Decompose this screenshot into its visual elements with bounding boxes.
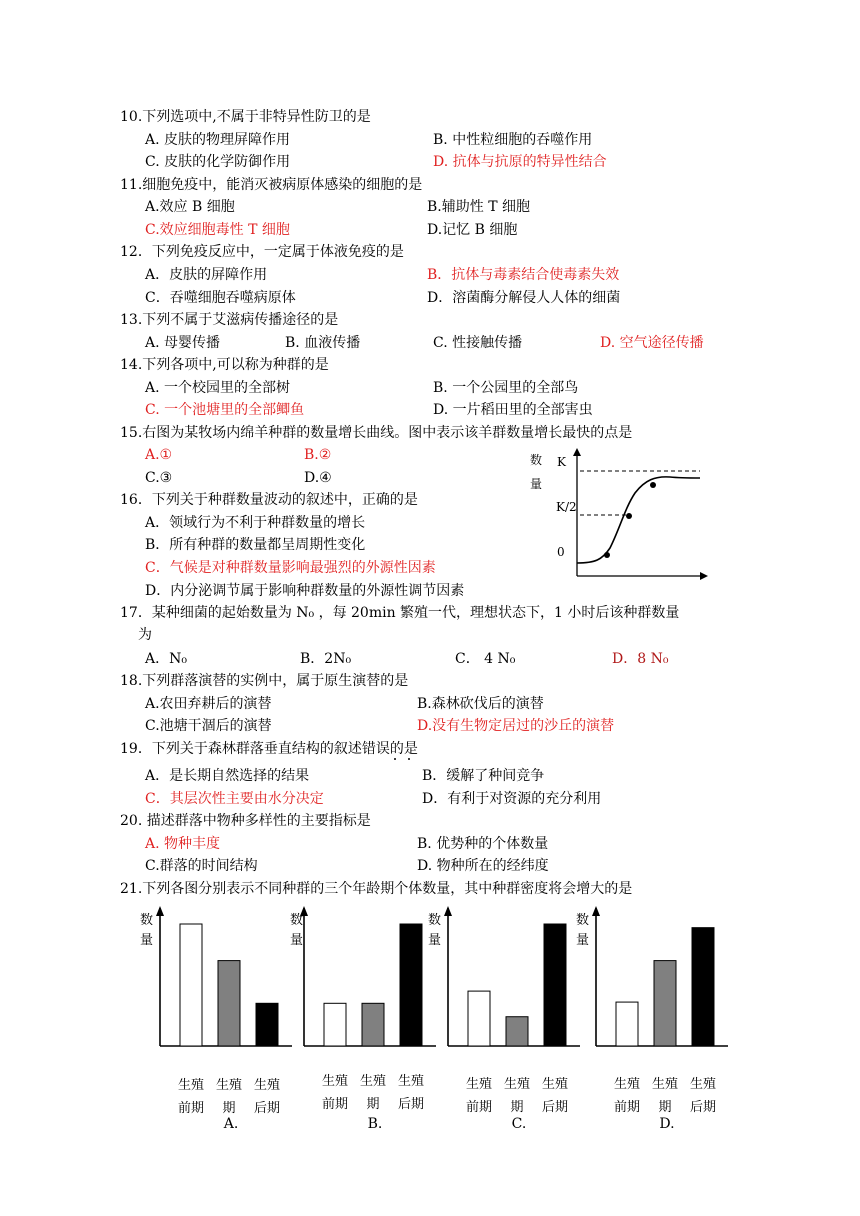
curve-ylabel-2: 量 — [530, 477, 543, 491]
q12-option-b: B．抗体与毒素结合使毒素失效 — [427, 267, 620, 283]
q19-stem: 19．下列关于森林群落垂直结构的叙述错误的是 — [120, 741, 418, 757]
q21-stem: 21.下列各图分别表示不同种群的三个年龄期个体数量，其中种群密度将会增大的是 — [120, 881, 633, 897]
curve-zero-label: 0 — [557, 545, 565, 559]
bar-reproductive — [506, 1017, 528, 1046]
bar-chart-d — [576, 906, 728, 1046]
q12-option-d: D．溶菌酶分解侵人人体的细菌 — [427, 290, 621, 306]
chart-ylabel-char: 量 — [140, 933, 154, 948]
q12-option-c: C．吞噬细胞吞噬病原体 — [145, 290, 296, 306]
q15-option-b: B.② — [304, 447, 332, 463]
q14-option-c: C. 一个池塘里的全部鲫鱼 — [145, 402, 305, 418]
bar-category-label: 生殖 后期 — [397, 1074, 424, 1112]
curve-k-label: K — [557, 455, 566, 469]
q16-option-b: B．所有种群的数量都呈周期性变化 — [145, 537, 366, 553]
q17-stem-cont: 为 — [138, 627, 152, 643]
curve-point-2 — [626, 513, 632, 519]
q17-option-c: C． 4 N₀ — [455, 651, 516, 667]
q16-option-a: A．领域行为不利于种群数量的增长 — [145, 515, 366, 531]
curve-point-3 — [650, 482, 656, 488]
curve-khalf-label: K/2 — [556, 500, 577, 514]
q20-option-c: C.群落的时间结构 — [145, 858, 258, 874]
age-structure-charts — [0, 895, 860, 1155]
bar-post-reproductive — [544, 924, 566, 1046]
q19-option-b: B．缓解了种间竞争 — [422, 768, 545, 784]
q11-stem: 11.细胞免疫中，能消灭被病原体感染的细胞的是 — [120, 177, 423, 193]
q20-option-d: D. 物种所在的经纬度 — [417, 858, 549, 874]
chart-ylabel-char: 量 — [428, 933, 442, 948]
chart-y-arrow — [156, 906, 164, 916]
q16-stem: 16．下列关于种群数量波动的叙述中，正确的是 — [120, 492, 418, 508]
bar-category-label: 生殖 前期 — [321, 1074, 348, 1112]
chart-y-arrow — [444, 906, 452, 916]
q14-stem: 14.下列各项中,可以称为种群的是 — [120, 357, 329, 373]
q11-option-d: D.记忆 B 细胞 — [427, 222, 518, 238]
bar-post-reproductive — [400, 924, 422, 1046]
q10-option-b: B. 中性粒细胞的吞噬作用 — [433, 132, 593, 148]
q20-option-b: B. 优势种的个体数量 — [417, 836, 549, 852]
bar-category-label: 生殖 后期 — [541, 1077, 568, 1115]
bar-chart-b — [290, 906, 436, 1046]
chart-ylabel-char: 量 — [290, 933, 304, 948]
q14-option-b: B. 一个公园里的全部鸟 — [433, 380, 579, 396]
bar-chart-c — [428, 906, 580, 1046]
q19-emphasis-dots — [394, 758, 416, 761]
q15-option-a: A.① — [145, 447, 173, 463]
bar-category-label: 生殖 后期 — [689, 1077, 716, 1115]
q18-option-a: A.农田弃耕后的演替 — [145, 696, 272, 712]
bar-pre-reproductive — [180, 924, 202, 1046]
q11-option-b: B.辅助性 T 细胞 — [427, 199, 530, 215]
bar-category-label: 生殖 前期 — [465, 1077, 492, 1115]
q14-option-a: A. 一个校园里的全部树 — [145, 380, 291, 396]
q17-option-d: D．8 N₀ — [612, 651, 669, 667]
chart-ylabel-char: 数 — [428, 913, 442, 928]
q13-option-d: D. 空气途径传播 — [600, 335, 704, 351]
q17-option-b: B．2N₀ — [300, 651, 352, 667]
q20-stem: 20. 描述群落中物种多样性的主要指标是 — [120, 813, 371, 829]
bar-category-label: 生殖 期 — [651, 1077, 678, 1115]
bar-category-label: 生殖 期 — [503, 1077, 530, 1115]
q15-option-d: D.④ — [304, 470, 332, 486]
chart-ylabel-char: 数 — [290, 913, 304, 928]
q14-option-d: D. 一片稻田里的全部害虫 — [433, 402, 593, 418]
q18-option-d: D.没有生物定居过的沙丘的演替 — [417, 718, 615, 734]
bar-reproductive — [654, 961, 676, 1046]
q19-option-a: A．是长期自然选择的结果 — [145, 768, 310, 784]
bar-pre-reproductive — [468, 991, 490, 1046]
q17-stem: 17．某种细菌的起始数量为 N₀ ，每 20min 繁殖一代，理想状态下，1 小时后该种群数量 — [120, 605, 680, 621]
chart-option-label: B. — [367, 1116, 383, 1132]
q13-stem: 13.下列不属于艾滋病传播途径的是 — [120, 312, 339, 328]
q13-option-a: A. 母婴传播 — [145, 335, 221, 351]
q12-stem: 12．下列免疫反应中，一定属于体液免疫的是 — [120, 244, 404, 260]
q10-option-d: D. 抗体与抗原的特异性结合 — [433, 154, 607, 170]
bar-pre-reproductive — [616, 1002, 638, 1046]
bar-category-label: 生殖 前期 — [613, 1077, 640, 1115]
q15-stem: 15.右图为某牧场内绵羊种群的数量增长曲线。图中表示该羊群数量增长最快的点是 — [120, 425, 633, 441]
q11-option-c: C.效应细胞毒性 T 细胞 — [145, 222, 290, 238]
bar-chart-a — [140, 906, 292, 1046]
q16-option-c: C．气候是对种群数量影响最强烈的外源性因素 — [145, 560, 436, 576]
curve-ylabel-1: 数 — [530, 453, 543, 467]
s-curve-figure — [520, 448, 720, 588]
chart-y-arrow — [592, 906, 600, 916]
q18-option-c: C.池塘干涸后的演替 — [145, 718, 272, 734]
chart-option-label: A. — [223, 1116, 239, 1132]
chart-ylabel-char: 量 — [576, 933, 590, 948]
bar-category-label: 生殖 前期 — [177, 1078, 204, 1116]
q16-option-d: D．内分泌调节属于影响种群数量的外源性调节因素 — [145, 583, 465, 599]
bar-category-label: 生殖 期 — [215, 1078, 242, 1116]
bar-category-label: 生殖 后期 — [253, 1078, 280, 1116]
curve-point-1 — [604, 552, 610, 558]
curve-y-arrow — [573, 448, 581, 456]
chart-ylabel-char: 数 — [576, 913, 590, 928]
chart-option-label: C. — [511, 1116, 527, 1132]
bar-category-label: 生殖 期 — [359, 1074, 386, 1112]
q20-option-a: A. 物种丰度 — [145, 836, 221, 852]
growth-curve — [577, 477, 700, 563]
chart-option-label: D. — [659, 1116, 675, 1132]
q12-option-a: A．皮肤的屏障作用 — [145, 267, 268, 283]
q18-stem: 18.下列群落演替的实例中，属于原生演替的是 — [120, 673, 409, 689]
q11-option-a: A.效应 B 细胞 — [145, 199, 235, 215]
q10-option-a: A. 皮肤的物理屏障作用 — [145, 132, 291, 148]
q19-option-d: D．有利于对资源的充分利用 — [422, 791, 602, 807]
q15-option-c: C.③ — [145, 470, 173, 486]
q13-option-b: B. 血液传播 — [285, 335, 361, 351]
q10-stem: 10.下列选项中,不属于非特异性防卫的是 — [120, 109, 371, 125]
bar-reproductive — [362, 1003, 384, 1046]
chart-ylabel-char: 数 — [140, 913, 154, 928]
q10-option-c: C. 皮肤的化学防御作用 — [145, 154, 291, 170]
bar-post-reproductive — [692, 928, 714, 1046]
bar-pre-reproductive — [324, 1003, 346, 1046]
q19-option-c: C．其层次性主要由水分决定 — [145, 791, 324, 807]
q17-option-a: A．N₀ — [145, 651, 187, 667]
curve-x-arrow — [700, 572, 708, 580]
q13-option-c: C. 性接触传播 — [433, 335, 523, 351]
bar-post-reproductive — [256, 1003, 278, 1046]
q18-option-b: B.森林砍伐后的演替 — [417, 696, 544, 712]
bar-reproductive — [218, 961, 240, 1046]
